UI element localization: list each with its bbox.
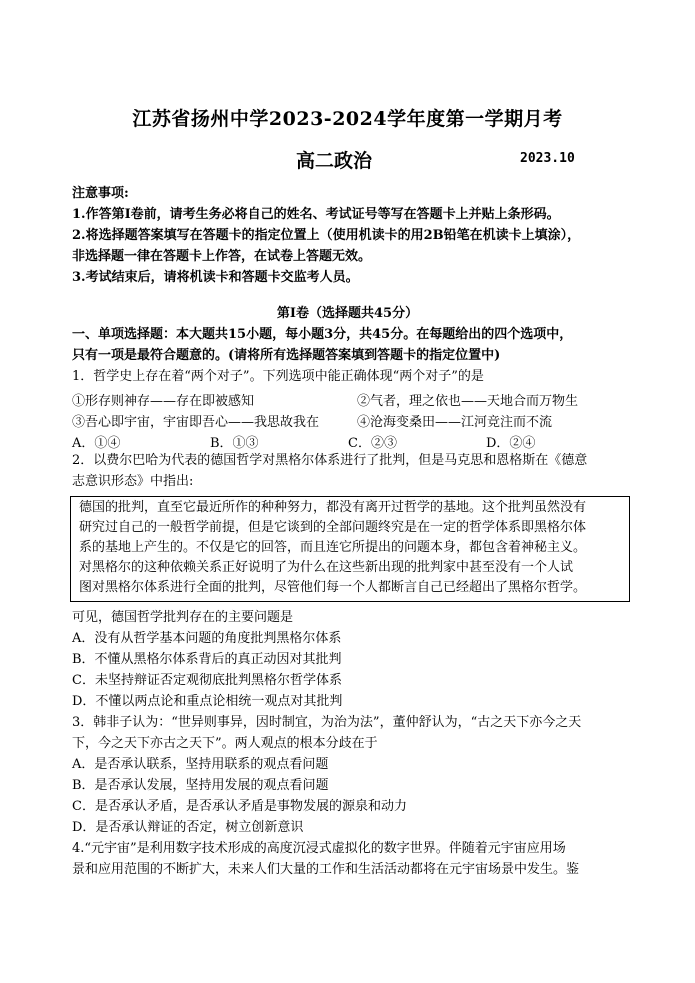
quote-line: 系的基地上产生的。不仅是它的回答，而且连它所提出的问题本身，都包含着神秘主义。	[79, 540, 587, 555]
q1-option-b: B．①③	[210, 436, 259, 451]
notice-item: 3.考试结束后，请将机读卡和答题卡交监考人员。	[72, 270, 359, 285]
question-2-ask: 可见，德国哲学批判存在的主要问题是	[72, 610, 294, 625]
notice-item: 非选择题一律在答题卡上作答，在试卷上答题无效。	[72, 249, 372, 264]
q3-option-b: B．是否承认发展，坚持用发展的观点看问题	[72, 778, 329, 793]
quote-box	[70, 496, 630, 602]
notice-item: 2.将选择题答案填写在答题卡的指定位置上（使用机读卡的用2B铅笔在机读卡上填涂），	[72, 228, 581, 243]
q1-statement-2: ②气者，理之依也——天地合而万物生	[357, 394, 579, 409]
question-3-stem: 3．韩非子认为：“世异则事异，因时制宜，为治为法”，董仲舒认为，“古之天下亦今之天	[72, 715, 582, 730]
q1-statement-4: ④沧海变桑田——江河竞注而不流	[357, 415, 553, 430]
q2-option-b: B．不懂从黑格尔体系背后的真正动因对其批判	[72, 652, 342, 667]
subject-title: 高二政治	[296, 150, 373, 172]
q1-option-a: A．①④	[72, 436, 121, 451]
q2-option-c: C．未坚持辩证否定观彻底批判黑格尔哲学体系	[72, 673, 342, 688]
question-1-stem: 1．哲学史上存在着“两个对子”。下列选项中能正确体现“两个对子”的是	[72, 369, 484, 384]
notice-heading: 注意事项:	[72, 186, 129, 201]
q1-statement-3: ③吾心即宇宙，宇宙即吾心——我思故我在	[72, 415, 320, 430]
quote-line: 德国的批判，直至它最近所作的种种努力，都没有离开过哲学的基地。这个批判虽然没有	[79, 500, 587, 515]
section-intro: 一、单项选择题：本大题共15小题，每小题3分，共45分。在每题给出的四个选项中，	[72, 327, 573, 342]
question-3-stem: 下，今之天下亦古之天下”。两人观点的根本分歧在于	[72, 736, 378, 751]
section-intro: 只有一项是最符合题意的。(请将所有选择题答案填到答题卡的指定位置中)	[72, 348, 501, 363]
q3-option-c: C．是否承认矛盾，是否承认矛盾是事物发展的源泉和动力	[72, 799, 407, 814]
notice-item: 1.作答第I卷前，请考生务必将自己的姓名、考试证号等写在答题卡上并贴上条形码。	[72, 207, 560, 222]
q2-option-a: A．没有从哲学基本问题的角度批判黑格尔体系	[72, 631, 342, 646]
q1-option-c: C．②③	[348, 436, 397, 451]
exam-date: 2023.10	[520, 151, 575, 166]
q3-option-d: D．是否承认辩证的否定，树立创新意识	[72, 820, 304, 835]
quote-line: 研究过自己的一般哲学前提，但是它谈到的全部问题终究是在一定的哲学体系即黑格尔体	[79, 520, 587, 535]
q1-option-d: D．②④	[486, 436, 536, 451]
exam-title: 江苏省扬州中学2023-2024学年度第一学期月考	[132, 108, 563, 130]
q2-option-d: D．不懂以两点论和重点论相统一观点对其批判	[72, 694, 343, 709]
question-4-stem: 景和应用范围的不断扩大，未来人们大量的工作和生活活动都将在元宇宙场景中发生。鉴	[72, 862, 580, 877]
quote-line: 对黑格尔的这种依赖关系正好说明了为什么在这些新出现的批判家中甚至没有一个人试	[79, 560, 574, 575]
section-title: 第I卷（选择题共45分）	[276, 306, 419, 321]
question-2-stem: 志意识形态》中指出:	[72, 474, 194, 489]
question-2-stem: 2．以费尔巴哈为代表的德国哲学对黑格尔体系进行了批判，但是马克思和恩格斯在《德意	[72, 453, 588, 468]
q1-statement-1: ①形存则神存——存在即被感知	[72, 394, 255, 409]
quote-line: 图对黑格尔体系进行全面的批判，尽管他们每一个人都断言自己已经超出了黑格尔哲学。	[79, 580, 587, 595]
q3-option-a: A．是否承认联系，坚持用联系的观点看问题	[72, 757, 329, 772]
question-4-stem: 4.“元宇宙”是利用数字技术形成的高度沉浸式虚拟化的数字世界。伴随着元宇宙应用场	[72, 841, 566, 856]
